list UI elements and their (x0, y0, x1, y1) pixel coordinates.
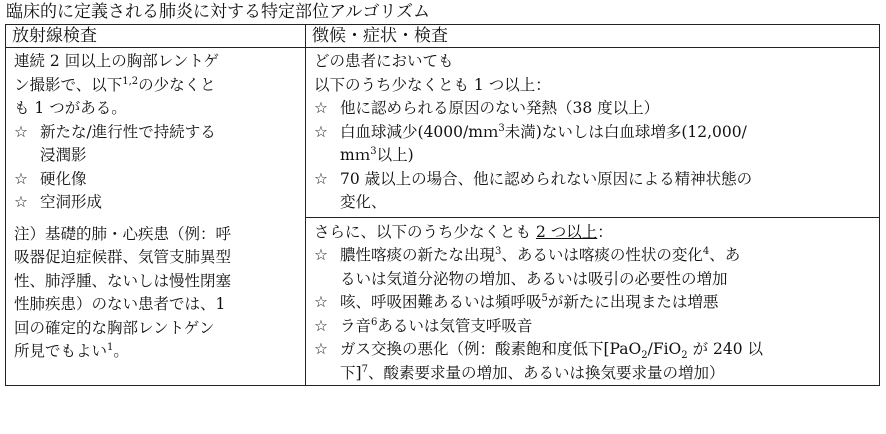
radiology-cell (6, 48, 306, 386)
star-bullet: ☆ (14, 193, 28, 211)
sign-rales: ☆ ラ音$^6$あるいは気管支呼吸音 (314, 315, 873, 339)
finding-consolidation: ☆ 硬化像 (14, 168, 299, 192)
sign-purulent-sputum: ☆ 膿性喀痰の新たな出現$^3$、あるいは喀痰の性状の変化$^4$、あ るいは気道分泌物の増加、あるいは吸引の必要性の増加 (314, 244, 873, 291)
radiology-intro-line3: も 1 つがある。 (14, 99, 127, 117)
star-bullet: ☆ (14, 169, 28, 188)
signs-lead2: 以下のうち少なくとも 1 つ以上： (314, 75, 551, 94)
signs-lead1: どの患者においても (314, 52, 454, 70)
radiology-intro-line2: ン撮影で、以下$^{1,2}$の少なくと (14, 75, 216, 94)
star-bullet: ☆ (314, 99, 328, 117)
finding-infiltrate: ☆ 新たな/進行性で持続する 浸潤影 (14, 121, 299, 168)
signs-cell (306, 48, 880, 386)
sign-cough-dyspnea: ☆ 咳、呼吸困難あるいは頻呼吸$^5$が新たに出現または増悪 (314, 291, 873, 315)
footnote-ref: 1,2 (122, 75, 139, 87)
star-bullet: ☆ (14, 122, 28, 141)
sign-fever: ☆ 他に認められる原因のない発熱（38 度以上） (314, 97, 873, 121)
signs-lead3: さらに、以下のうち少なくとも 2 つ以上： (314, 222, 613, 241)
footnote-ref: 1 (107, 341, 114, 353)
algorithm-table (5, 24, 880, 386)
star-bullet: ☆ (314, 340, 328, 358)
emphasis-two-or-more: 2 つ以上 (535, 222, 598, 241)
star-bullet: ☆ (314, 316, 328, 335)
radiology-note: 注）基礎的肺・心疾患（例：呼 吸器促迫症候群、気管支肺異型 性、肺浮腫、ないしは慢性閉塞 性肺疾患）のない患者では、1 回の確定的な胸部レントゲン 所見でもよい$^1$。 (14, 224, 232, 360)
star-bullet: ☆ (314, 293, 328, 311)
finding-cavitation: ☆ 空洞形成 (14, 191, 299, 215)
sign-gas-exchange: ☆ ガス交換の悪化（例：酸素飽和度低下[PaO$_2$/FiO$_2$ が 240 以 下]$^7$、酸素要求量の増加、あるいは換気要求量の増加） (314, 338, 873, 385)
sign-mental-status: ☆ 70 歳以上の場合、他に認められない原因による精神状態の 変化、 (314, 168, 873, 215)
radiology-intro-line1: 連続 2 回以上の胸部レントゲ (14, 52, 220, 70)
sign-wbc: ☆ 白血球減少(4000/mｍ$^3$未満)ないしは白血球増多(12,000/ mｍ$^3$以上) (314, 121, 873, 168)
table-caption: 臨床的に定義される肺炎に対する特定部位アルゴリズム (6, 2, 430, 22)
star-bullet: ☆ (314, 169, 328, 188)
star-bullet: ☆ (314, 246, 328, 264)
header-signs: 徴候・症状・検査 (306, 25, 880, 48)
header-radiology: 放射線検査 (6, 25, 306, 48)
star-bullet: ☆ (314, 122, 328, 141)
